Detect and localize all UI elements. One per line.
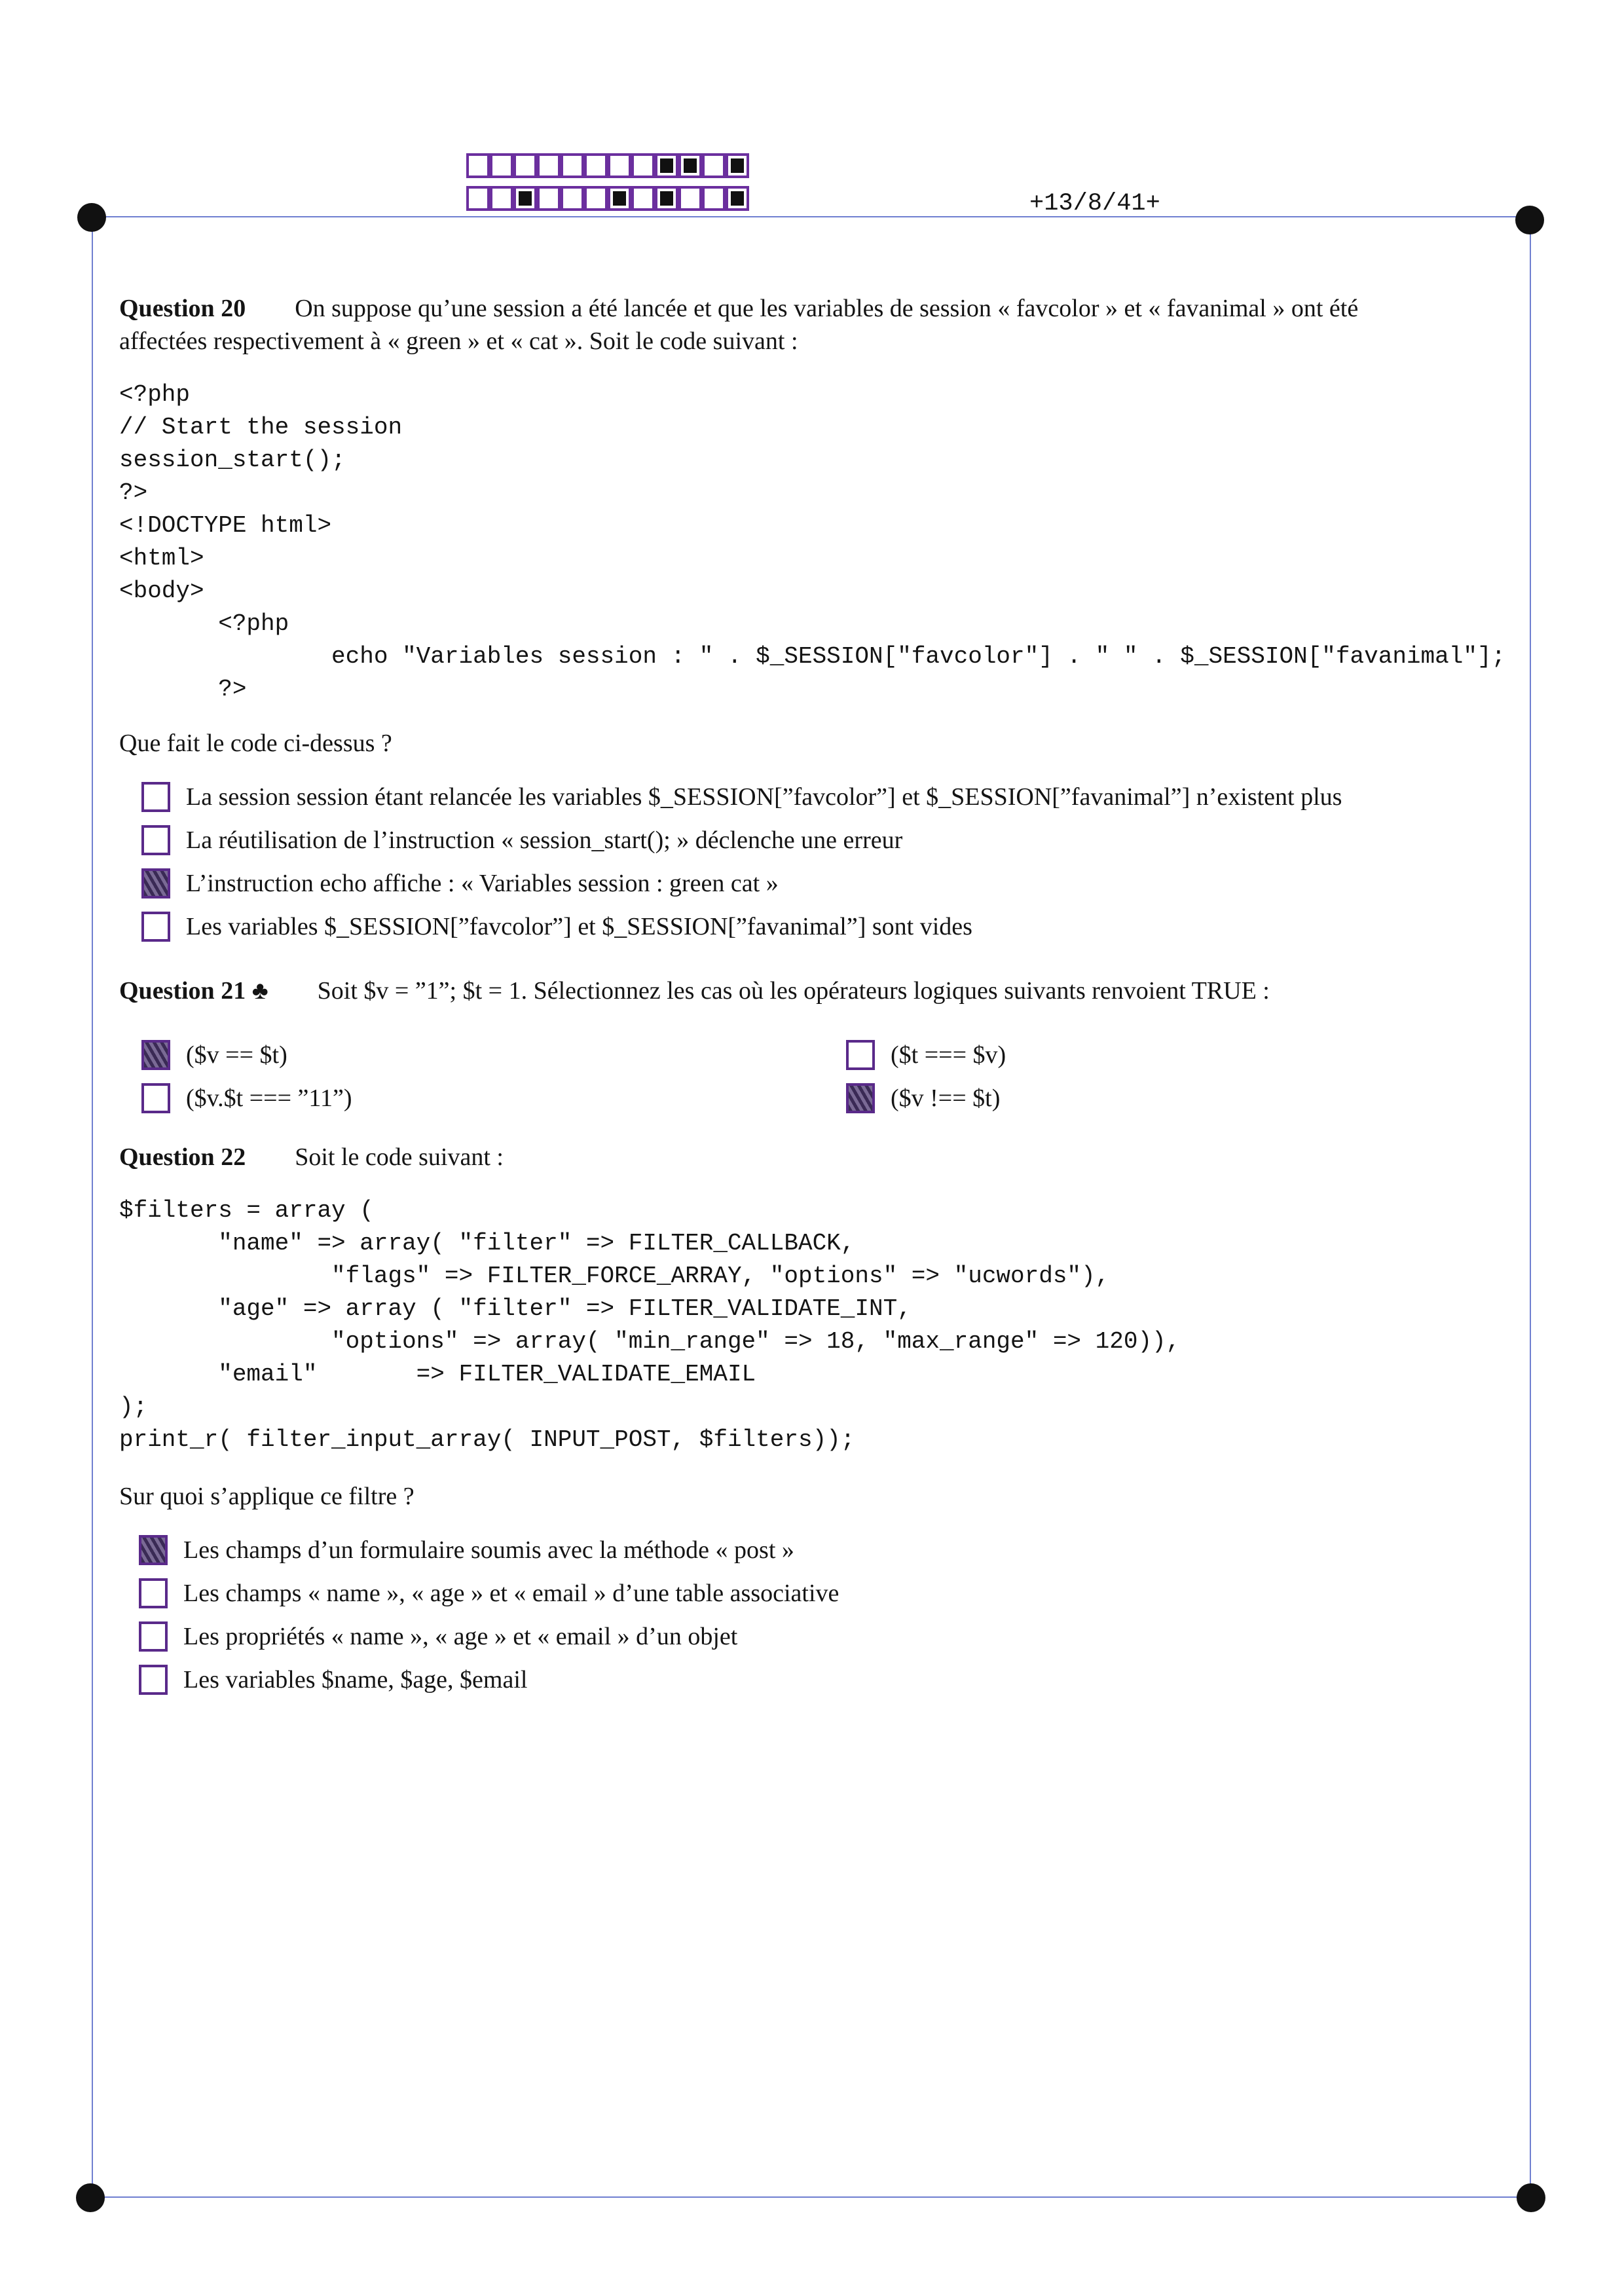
- id-code-cell: [631, 186, 655, 211]
- question-22-prompt: Sur quoi s’applique ce filtre ?: [119, 1483, 415, 1510]
- q22-option-3-label: Les propriétés « name », « age » et « email » d’un objet: [183, 1623, 738, 1650]
- question-22-label: Question 22: [119, 1143, 246, 1171]
- question-20-statement: [119, 292, 1507, 358]
- id-code-cell: [702, 186, 726, 211]
- id-code-cell: [466, 153, 490, 178]
- question-21-text: Soit $v = ”1”; $t = 1. Sélectionnez les cas où les opérateurs logiques suivants renvoient TRUE :: [317, 977, 1270, 1005]
- frame-right: [1530, 216, 1531, 2198]
- question-21-statement: [119, 974, 1270, 1007]
- question-20-prompt: Que fait le code ci-dessus ?: [119, 730, 392, 757]
- id-code-cell: [608, 153, 631, 178]
- id-code-cell: [608, 186, 631, 211]
- id-code-cell: [726, 153, 749, 178]
- q21-option-4-checkbox[interactable]: [846, 1083, 875, 1113]
- id-code-row-1: [466, 153, 749, 178]
- q22-option-2-label: Les champs « name », « age » et « email » d’une table associative: [183, 1580, 840, 1607]
- id-code-cell: [702, 153, 726, 178]
- id-code-cell: [584, 153, 608, 178]
- question-22-text: Soit le code suivant :: [295, 1143, 504, 1171]
- id-code-cell: [513, 186, 537, 211]
- corner-mark-top-left: [77, 203, 106, 232]
- corner-mark-bottom-left: [76, 2183, 105, 2212]
- q20-option-1-checkbox[interactable]: [141, 782, 170, 812]
- frame-top: [92, 216, 1532, 217]
- id-code-cell: [584, 186, 608, 211]
- id-code-cell: [631, 153, 655, 178]
- id-code-cell: [513, 153, 537, 178]
- frame-bottom: [92, 2196, 1532, 2198]
- q22-option-4-checkbox[interactable]: [139, 1665, 168, 1695]
- page-code: +13/8/41+: [1029, 190, 1160, 217]
- corner-mark-bottom-right: [1517, 2183, 1545, 2212]
- q20-option-1-label: La session session étant relancée les variables $_SESSION[”favcolor”] et $_SESSION[”favanimal”] n’existent plus: [186, 783, 1342, 811]
- q22-option-1-checkbox[interactable]: [139, 1535, 168, 1565]
- id-code-cell: [537, 153, 561, 178]
- q22-option-1-label: Les champs d’un formulaire soumis avec la méthode « post »: [183, 1536, 794, 1564]
- q21-option-3-checkbox[interactable]: [141, 1083, 170, 1113]
- question-20-label: Question 20: [119, 295, 246, 322]
- id-code-cell: [655, 186, 678, 211]
- id-code-cell: [490, 186, 513, 211]
- id-code-cell: [561, 186, 584, 211]
- q22-option-4-label: Les variables $name, $age, $email: [183, 1666, 528, 1694]
- question-20-text-line2: affectées respectivement à « green » et « cat ». Soit le code suivant :: [119, 327, 798, 355]
- question-22-statement: [119, 1141, 504, 1174]
- id-code-cell: [537, 186, 561, 211]
- question-20-text-line1: On suppose qu’une session a été lancée et que les variables de session « favcolor » et « favanimal » ont été: [295, 295, 1359, 322]
- q22-option-2-checkbox[interactable]: [139, 1578, 168, 1608]
- id-code-cell: [726, 186, 749, 211]
- corner-mark-top-right: [1515, 206, 1544, 234]
- id-code-cell: [561, 153, 584, 178]
- id-code-cell: [655, 153, 678, 178]
- q21-option-4-label: ($v !== $t): [891, 1084, 1001, 1112]
- id-code-cell: [490, 153, 513, 178]
- q20-option-3-label: L’instruction echo affiche : « Variables session : green cat »: [186, 870, 779, 897]
- id-code-cell: [678, 153, 702, 178]
- question-21-label: Question 21 ♣: [119, 977, 268, 1005]
- q21-option-3-label: ($v.$t === ”11”): [186, 1084, 352, 1112]
- question-22-code: $filters = array ( "name" => array( "filter" => FILTER_CALLBACK, "flags" => FILTER_FORCE_ARRAY, "options" => "ucwords"), "age" => array ( "filter" => FILTER_VALIDATE_INT, "options" => array( "min_range" => 18, "max_range" => 120)), "email" => FILTER_VALIDATE_EMAIL ); print_r( filter_input_array( INPUT_POST, $filters));: [119, 1197, 1181, 1453]
- q20-option-2-label: La réutilisation de l’instruction « session_start(); » déclenche une erreur: [186, 826, 903, 854]
- id-code-cell: [466, 186, 490, 211]
- q20-option-3-checkbox[interactable]: [141, 868, 170, 898]
- q20-option-2-checkbox[interactable]: [141, 825, 170, 855]
- q20-option-4-label: Les variables $_SESSION[”favcolor”] et $_SESSION[”favanimal”] sont vides: [186, 913, 972, 940]
- q22-option-3-checkbox[interactable]: [139, 1621, 168, 1652]
- question-20-code: <?php // Start the session session_start(); ?> <!DOCTYPE html> <html> <body> <?php echo "Variables session : " . $_SESSION["favcolor"] . " " . $_SESSION["favanimal"]; ?>: [119, 381, 1506, 703]
- id-code-row-2: [466, 186, 749, 211]
- id-code-cell: [678, 186, 702, 211]
- q20-option-4-checkbox[interactable]: [141, 912, 170, 942]
- q21-option-2-label: ($t === $v): [891, 1041, 1006, 1069]
- q21-option-1-label: ($v == $t): [186, 1041, 287, 1069]
- q21-option-1-checkbox[interactable]: [141, 1040, 170, 1070]
- frame-left: [92, 216, 93, 2198]
- q21-option-2-checkbox[interactable]: [846, 1040, 875, 1070]
